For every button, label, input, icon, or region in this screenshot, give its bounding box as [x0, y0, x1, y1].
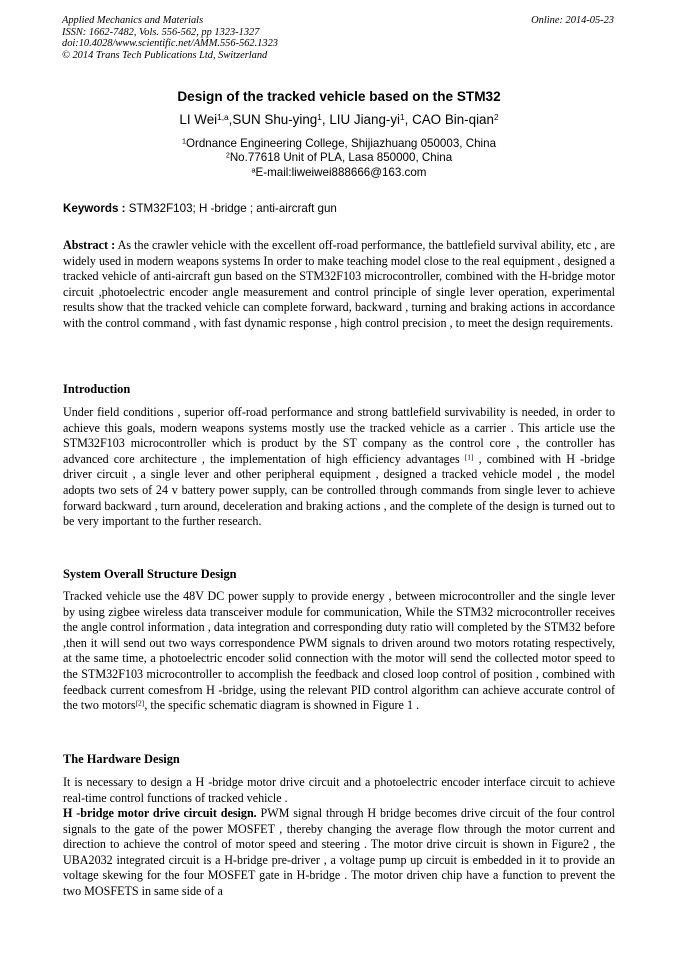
author-sup: 1	[400, 111, 405, 122]
structure-paragraph	[63, 589, 615, 714]
copyright-line: © 2014 Trans Tech Publications Ltd, Switzerland	[62, 49, 268, 61]
hardware-paragraph-2	[63, 806, 615, 900]
paragraph-text: , combined with H -bridge driver circuit , a single lever and other peripheral equipment , designed a tracked vehicle model , the model adopts two sets of 24 v battery power supply, can be controlled through commands from single lever to achieve forward backward , turn around, deceleration and braking actions , and the complete of the design is turned out to be very important to the further research.	[63, 451, 615, 529]
section-heading-structure: System Overall Structure Design	[63, 567, 237, 581]
paragraph-text: Tracked vehicle use the 48V DC power supply to provide energy , between microcontroller and the single lever by using zigbee wireless data transceiver module for communication, While the STM32 microcontroller receives the angle control information , data integration and corresponding duty ratio will completed by the STM32 before ,then it will send out two ways correspondence PWM signals to driven around two motors rotating respectively, at the same time, a photoelectric encoder solid connection with the motor will send the collected motor speed to the STM32F103 microcontroller to accomplish the feedback and closed loop control of position , combined with feedback current comesfrom H -bridge, using the relevant PID control algorithm can achieve accurate control of the two motors	[63, 589, 615, 713]
paragraph-text: , the specific schematic diagram is showned in Figure 1 .	[144, 698, 420, 713]
affiliation-sup: 1	[181, 136, 186, 146]
affiliation-text: No.77618 Unit of PLA, Lasa 850000, China	[229, 151, 453, 165]
abstract-label: Abstract :	[63, 238, 116, 252]
affiliation-2	[0, 151, 678, 165]
journal-name: Applied Mechanics and Materials	[62, 15, 204, 26]
keywords-label: Keywords :	[63, 202, 126, 215]
author-list	[0, 112, 678, 127]
journal-header	[62, 15, 618, 61]
email-line	[0, 166, 678, 180]
affiliation-text: Ordnance Engineering College, Shijiazhuang 050003, China	[185, 137, 497, 150]
author-name: ,SUN Shu-ying	[228, 112, 318, 127]
author-sup: 1,a	[217, 111, 229, 122]
hardware-paragraph-1: It is necessary to design a H -bridge motor drive circuit and a photoelectric encoder interface circuit to achieve real-time control functions of tracked vehicle .	[63, 775, 615, 805]
paragraph-text: PWM signal through H bridge becomes drive circuit of the four control signals to the gate of the power MOSFET , thereby changing the average flow through the motor current and direction to achieve the control of motor speed and steering . The motor drive circuit is shown in Figure2 , the UBA2032 integrated circuit is a H-bridge pre-driver , a voltage pump up circuit is embedded in it to provide an voltage skewing for the four MOSFET gate in H-bridge . The motor driven chip have a function to prevent the two MOSFETS in same side of a	[63, 806, 615, 898]
email-text: E-mail:liweiwei888666@163.com	[255, 165, 427, 179]
section-heading-hardware: The Hardware Design	[63, 752, 180, 766]
citation-ref: [1]	[464, 452, 474, 462]
email-sup: a	[251, 165, 256, 175]
citation-ref: [2]	[135, 698, 145, 708]
author-name: , LIU Jiang-yi	[321, 112, 401, 127]
doi-line: doi:10.4028/www.scientific.net/AMM.556-562.1323	[62, 38, 278, 50]
affiliation-1	[0, 137, 678, 151]
online-date: Online: 2014-05-23	[531, 15, 614, 26]
keywords	[63, 202, 615, 215]
subsection-heading: H -bridge motor drive circuit design.	[63, 806, 257, 820]
author-name: LI Wei	[179, 112, 218, 127]
abstract-text: As the crawler vehicle with the excellent off-road performance, the battlefield survival ability, etc , are widely used in modern weapons systems In order to make teaching model close to the real equipment , designed a tracked vehicle of anti-aircraft gun based on the STM32F103 microcontroller, combined with the H-bridge motor circuit ,photoelectric encoder angle measurement and control principle of single lever operation, experimental results show that the tracked vehicle can complete forward, backward , turning and braking actions in accordance with the control command , with fast dynamic response , high control precision , to meet the design requirements.	[63, 238, 615, 330]
affiliations	[0, 137, 678, 180]
issn-line: ISSN: 1662-7482, Vols. 556-562, pp 1323-1327	[62, 26, 260, 38]
author-name: , CAO Bin-qian	[404, 112, 494, 127]
author-sup: 2	[493, 111, 499, 122]
paper-title: Design of the tracked vehicle based on the STM32	[177, 89, 501, 104]
keywords-text: STM32F103; H -bridge ; anti-aircraft gun	[125, 202, 337, 215]
paragraph-text: Under field conditions , superior off-road performance and strong battlefield survivability is needed, in order to achieve this goals, modern weapons systems mostly use the tracked vehicle as a carrier . This article use the STM32F103 microcontroller which is product by the ST company as the control core , the controller has advanced core architecture , the implementation of high efficiency advantages	[63, 405, 615, 466]
abstract	[63, 238, 615, 332]
author-sup: 1	[317, 111, 322, 122]
affiliation-sup: 2	[225, 150, 230, 160]
introduction-paragraph	[63, 405, 615, 530]
section-heading-introduction: Introduction	[63, 382, 131, 396]
